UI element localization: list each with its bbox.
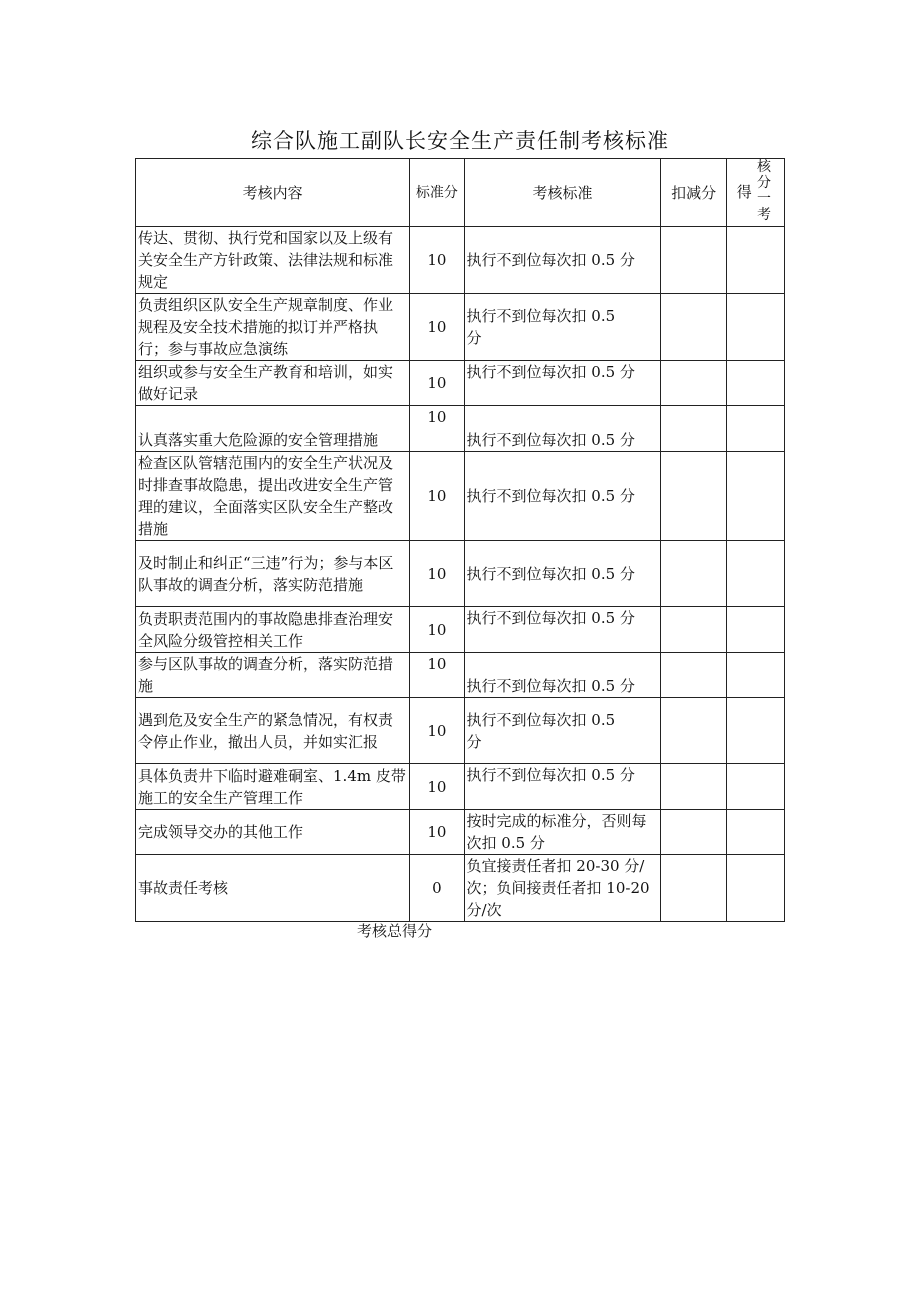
row-criteria: 执行不到位每次扣 0.5 分 (464, 406, 661, 452)
row-final-score[interactable] (726, 810, 784, 855)
row-score: 10 (410, 764, 464, 810)
row-deduction[interactable] (661, 698, 726, 764)
row-content: 事故责任考核 (136, 855, 410, 922)
row-criteria: 执行不到位每次扣 0.5 分 (464, 764, 661, 810)
row-score: 10 (410, 452, 464, 541)
header-content: 考核内容 (136, 159, 410, 227)
row-deduction[interactable] (661, 294, 726, 361)
table-header-row (136, 159, 785, 227)
table-row (136, 541, 785, 607)
row-criteria: 按时完成的标准分，否则每次扣 0.5 分 (464, 810, 661, 855)
row-content: 负责职责范围内的事故隐患排查治理安全风险分级管控相关工作 (136, 607, 410, 653)
row-content: 认真落实重大危险源的安全管理措施 (136, 406, 410, 452)
row-score: 10 (410, 698, 464, 764)
row-content: 完成领导交办的其他工作 (136, 810, 410, 855)
row-final-score[interactable] (726, 361, 784, 406)
row-content: 及时制止和纠正“三违”行为；参与本区队事故的调查分析，落实防范措施 (136, 541, 410, 607)
row-criteria: 执行不到位每次扣 0.5 分 (464, 541, 661, 607)
row-final-score[interactable] (726, 294, 784, 361)
row-final-score[interactable] (726, 452, 784, 541)
row-score: 10 (410, 607, 464, 653)
table-row (136, 607, 785, 653)
row-score: 10 (410, 294, 464, 361)
row-content: 检查区队管辖范围内的安全生产状况及时排查事故隐患，提出改进安全生产管理的建议，全面落实区队安全生产整改措施 (136, 452, 410, 541)
row-score: 10 (410, 361, 464, 406)
row-deduction[interactable] (661, 653, 726, 698)
header-criteria: 考核标准 (464, 159, 661, 227)
row-final-score[interactable] (726, 406, 784, 452)
table-row (136, 227, 785, 294)
assessment-table (135, 158, 785, 922)
row-content: 传达、贯彻、执行党和国家以及上级有关安全生产方针政策、法律法规和标准规定 (136, 227, 410, 294)
row-score: 0 (410, 855, 464, 922)
row-criteria: 执行不到位每次扣 0.5 分 (464, 294, 661, 361)
table-row (136, 653, 785, 698)
row-content: 参与区队事故的调查分析，落实防范措施 (136, 653, 410, 698)
table-row (136, 294, 785, 361)
row-criteria: 执行不到位每次扣 0.5 分 (464, 607, 661, 653)
row-content: 组织或参与安全生产教育和培训，如实做好记录 (136, 361, 410, 406)
row-final-score[interactable] (726, 607, 784, 653)
row-criteria: 执行不到位每次扣 0.5 分 (464, 361, 661, 406)
row-deduction[interactable] (661, 227, 726, 294)
row-final-score[interactable] (726, 227, 784, 294)
row-final-score[interactable] (726, 855, 784, 922)
row-criteria: 执行不到位每次扣 0.5 分 (464, 227, 661, 294)
row-deduction[interactable] (661, 810, 726, 855)
row-score: 10 (410, 810, 464, 855)
row-deduction[interactable] (661, 452, 726, 541)
row-final-score[interactable] (726, 653, 784, 698)
table-row (136, 452, 785, 541)
row-score: 10 (410, 406, 464, 452)
total-score-label: 考核总得分 (357, 922, 433, 940)
row-final-score[interactable] (726, 764, 784, 810)
header-deduction: 扣减分 (661, 159, 726, 227)
row-deduction[interactable] (661, 607, 726, 653)
row-criteria: 负宜接责任者扣 20-30 分/次；负间接责任者扣 10-20 分/次 (464, 855, 661, 922)
row-deduction[interactable] (661, 764, 726, 810)
header-standard-score: 标准分 (410, 159, 464, 227)
table-row (136, 698, 785, 764)
table-row (136, 855, 785, 922)
page-title: 综合队施工副队长安全生产责任制考核标准 (251, 129, 669, 153)
header-score (726, 159, 784, 227)
row-score: 10 (410, 227, 464, 294)
row-score: 10 (410, 541, 464, 607)
row-criteria: 执行不到位每次扣 0.5 分 (464, 452, 661, 541)
row-final-score[interactable] (726, 541, 784, 607)
row-criteria: 执行不到位每次扣 0.5 分 (464, 653, 661, 698)
table-row (136, 361, 785, 406)
row-deduction[interactable] (661, 361, 726, 406)
row-deduction[interactable] (661, 541, 726, 607)
row-deduction[interactable] (661, 855, 726, 922)
table-row (136, 810, 785, 855)
row-score: 10 (410, 653, 464, 698)
row-deduction[interactable] (661, 406, 726, 452)
row-content: 遇到危及安全生产的紧急情况，有权责令停止作业，撤出人员，并如实汇报 (136, 698, 410, 764)
table-row (136, 764, 785, 810)
row-content: 负责组织区队安全生产规章制度、作业规程及安全技术措施的拟订并严格执行；参与事故应急演练 (136, 294, 410, 361)
header-score-b: 核分一考 (757, 159, 771, 223)
table-row (136, 406, 785, 452)
header-score-a: 得 (736, 183, 752, 201)
row-final-score[interactable] (726, 698, 784, 764)
row-criteria: 执行不到位每次扣 0.5 分 (464, 698, 661, 764)
row-content: 具体负责井下临时避难硐室、1.4m 皮带施工的安全生产管理工作 (136, 764, 410, 810)
